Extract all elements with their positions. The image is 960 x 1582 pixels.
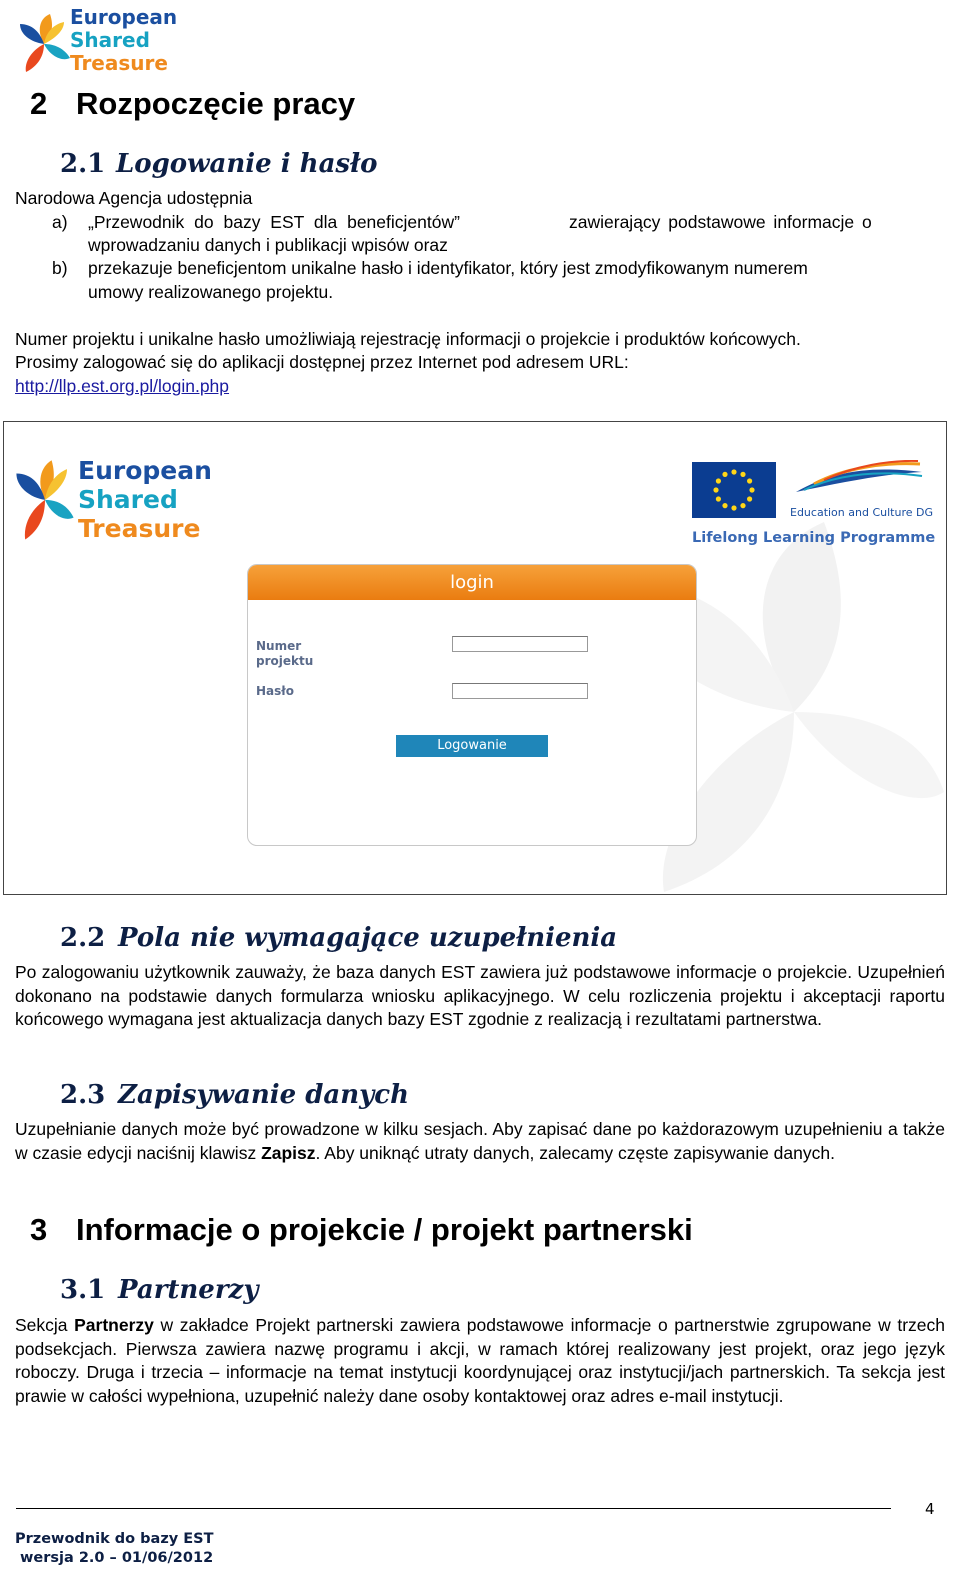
password-label: Hasło bbox=[256, 684, 294, 698]
paragraph-login-url-intro: Prosimy zalogować się do aplikacji dostępnej przez Internet pod adresem URL: bbox=[15, 352, 629, 372]
est-flower-icon bbox=[14, 12, 74, 76]
logo-line-shared: Shared bbox=[70, 28, 150, 52]
header-logo bbox=[14, 4, 179, 80]
est-flower-icon bbox=[12, 458, 78, 544]
login-button[interactable]: Logowanie bbox=[396, 735, 548, 757]
list-item-b-line2: umowy realizowanego projektu. bbox=[88, 282, 334, 302]
lifelong-learning-text: Lifelong Learning Programme bbox=[692, 530, 936, 546]
section-2-2-title: Pola nie wymagające uzupełnienia bbox=[118, 923, 618, 953]
section-2-number: 2 bbox=[30, 86, 48, 121]
section-2-heading bbox=[30, 86, 355, 122]
list-item-a-line1-right: zawierający podstawowe informacje o bbox=[569, 212, 872, 232]
eu-flag bbox=[692, 462, 776, 518]
list-item-a-line1-left: „Przewodnik do bazy EST dla beneficjentów” bbox=[88, 212, 460, 232]
list-item-b-marker: b) bbox=[52, 258, 68, 278]
intro-text: Narodowa Agencja udostępnia bbox=[15, 188, 253, 208]
partners-tab-name: Partnerzy bbox=[74, 1315, 154, 1335]
project-number-label-line2: projektu bbox=[256, 654, 314, 668]
footer-version: wersja 2.0 – 01/06/2012 bbox=[20, 1550, 214, 1566]
screenshot-logo-line-shared: Shared bbox=[78, 485, 178, 514]
project-number-input[interactable] bbox=[452, 636, 588, 652]
list-item-a-line2: wprowadzaniu danych i publikacji wpisów oraz bbox=[88, 235, 448, 255]
screenshot-logo bbox=[12, 456, 212, 546]
project-number-label-line1: Numer bbox=[256, 639, 302, 653]
section-2-1-title: Logowanie i hasło bbox=[116, 149, 378, 179]
list-item-b-line1: przekazuje beneficjentom unikalne hasło i identyfikator, który jest zmodyfikowanym numerem bbox=[88, 258, 808, 278]
login-header: login bbox=[248, 565, 696, 600]
section-2-2-heading bbox=[60, 922, 617, 954]
section-3-1-text-after: w zakładce Projekt partnerski zawiera podstawowe informacje o partnerstwie zgrupowane w trzech podsekcjach. Pierwsza zawiera nazwę programu i akcji, w ramach której realizowany jest projekt, oraz jego język roboczy. Druga i trzecia – informacje na temat instytucji koordynującej oraz instytucji/jach partnerskich. Ta sekcja jest prawie w całości wypełniona, uzupełnić należy dane osoby kontaktowej oraz adres e-mail instytucji. bbox=[15, 1315, 945, 1406]
section-3-1-title: Partnerzy bbox=[118, 1275, 259, 1305]
section-2-1-number: 2.1 bbox=[60, 149, 106, 179]
login-panel bbox=[247, 564, 697, 846]
login-screenshot bbox=[3, 421, 947, 895]
section-2-2-paragraph: Po zalogowaniu użytkownik zauważy, że baza danych EST zawiera już podstawowe informacje o projekcie. Uzupełnień dokonano na podstawie danych formularza wniosku aplikacyjnego. W celu rozliczenia projektu i akceptacji raportu końcowego wymagana jest aktualizacja danych bazy EST zgodnie z realizacją i rezultatami partnerstwa. bbox=[15, 962, 945, 1029]
paragraph-login-info: Numer projektu i unikalne hasło umożliwiają rejestrację informacji o projekcie i produktów końcowych. bbox=[15, 329, 801, 349]
footer-divider bbox=[16, 1508, 891, 1509]
section-2-3-text-before: Uzupełnianie danych może być prowadzone w kilku sesjach. Aby zapisać dane po każdorazowym uzupełnieniu a także w czasie edycji naciśnij klawisz bbox=[15, 1119, 945, 1163]
logo-line-european: European bbox=[70, 5, 178, 29]
section-3-1-text-before: Sekcja bbox=[15, 1315, 75, 1335]
page-number: 4 bbox=[925, 1500, 935, 1518]
education-culture-text: Education and Culture DG bbox=[790, 506, 933, 519]
section-2-3-heading bbox=[60, 1079, 409, 1111]
section-2-3-text-after: . Aby uniknąć utraty danych, zalecamy częste zapisywanie danych. bbox=[315, 1142, 835, 1163]
section-3-1-paragraph bbox=[15, 1314, 945, 1408]
login-url-link[interactable]: http://llp.est.org.pl/login.php bbox=[15, 376, 230, 396]
section-2-2-number: 2.2 bbox=[60, 923, 106, 953]
section-2-3-number: 2.3 bbox=[60, 1080, 106, 1110]
section-3-1-number: 3.1 bbox=[60, 1275, 106, 1305]
section-2-1-heading bbox=[60, 148, 377, 180]
section-3-title: Informacje o projekcie / projekt partnerski bbox=[76, 1212, 693, 1247]
screenshot-logo-line-treasure: Treasure bbox=[78, 514, 201, 543]
education-culture-swoosh-icon bbox=[794, 460, 924, 502]
section-2-3-title: Zapisywanie danych bbox=[118, 1080, 410, 1110]
footer-guide-title: Przewodnik do bazy EST bbox=[15, 1531, 214, 1547]
section-3-number: 3 bbox=[30, 1212, 48, 1247]
project-number-label bbox=[256, 639, 313, 669]
section-2-3-paragraph bbox=[15, 1118, 945, 1165]
list-item-a-marker: a) bbox=[52, 212, 68, 232]
logo-line-treasure: Treasure bbox=[70, 51, 168, 75]
screenshot-logo-line-european: European bbox=[78, 456, 212, 485]
password-input[interactable] bbox=[452, 683, 588, 699]
section-3-1-heading bbox=[60, 1274, 258, 1306]
save-key-name: Zapisz bbox=[261, 1142, 316, 1163]
section-2-title: Rozpoczęcie pracy bbox=[76, 86, 356, 121]
section-3-heading bbox=[30, 1212, 693, 1248]
eu-stars-icon bbox=[692, 462, 776, 518]
